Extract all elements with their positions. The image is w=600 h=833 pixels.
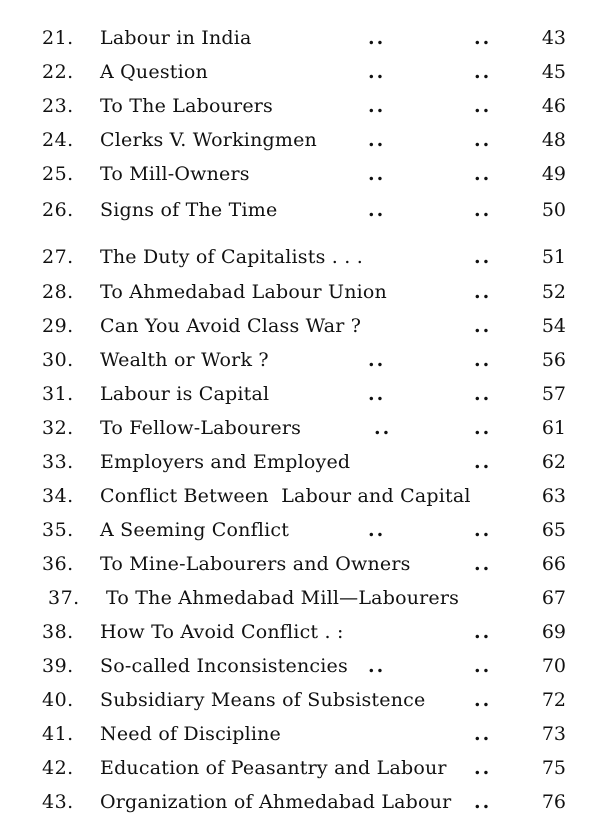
dot-leader xyxy=(0,194,600,226)
leader-dots: .. xyxy=(474,383,492,405)
page-number: 61 xyxy=(541,417,566,439)
page-number: 52 xyxy=(541,281,566,303)
leader-dots: .. xyxy=(368,27,386,49)
dot-leader xyxy=(0,276,600,308)
dot-leader xyxy=(0,56,600,88)
toc-entry xyxy=(0,752,600,784)
dot-leader xyxy=(0,616,600,648)
chapter-title: Signs of The Time xyxy=(100,199,278,221)
chapter-title: To Mill-Owners xyxy=(100,163,250,185)
page-number: 51 xyxy=(541,246,566,268)
toc-entry xyxy=(0,616,600,648)
toc-entry xyxy=(0,548,600,580)
chapter-title: Labour in India xyxy=(100,27,252,49)
leader-dots: .. xyxy=(368,655,386,677)
page-number: 56 xyxy=(541,349,566,371)
leader-dots: .. xyxy=(474,757,492,779)
dot-leader xyxy=(0,446,600,478)
toc-entry xyxy=(0,650,600,682)
chapter-title: Need of Discipline xyxy=(100,723,282,745)
chapter-number: 24. xyxy=(42,129,74,151)
dot-leader xyxy=(0,684,600,716)
chapter-title: To Mine-Labourers and Owners xyxy=(100,553,411,575)
chapter-number: 36. xyxy=(42,553,74,575)
dot-leader xyxy=(0,310,600,342)
chapter-title: The Duty of Capitalists . . . xyxy=(100,246,363,268)
chapter-number: 30. xyxy=(42,349,74,371)
page-number: 45 xyxy=(541,61,566,83)
chapter-number: 41. xyxy=(42,723,74,745)
chapter-title: Organization of Ahmedabad Labour xyxy=(100,791,452,813)
dot-leader xyxy=(0,752,600,784)
leader-dots: .. xyxy=(368,95,386,117)
leader-dots: .. xyxy=(474,417,492,439)
dot-leader xyxy=(0,786,600,818)
leader-dots: .. xyxy=(368,129,386,151)
leader-dots: .. xyxy=(474,315,492,337)
chapter-number: 39. xyxy=(42,655,74,677)
toc-entry xyxy=(0,412,600,444)
page-number: 70 xyxy=(541,655,566,677)
toc-entry xyxy=(0,378,600,410)
page-number: 65 xyxy=(541,519,566,541)
leader-dots: .. xyxy=(474,451,492,473)
toc-entry xyxy=(0,344,600,376)
toc-entry xyxy=(0,158,600,190)
dot-leader xyxy=(0,344,600,376)
chapter-number: 25. xyxy=(42,163,74,185)
leader-dots: .. xyxy=(474,61,492,83)
chapter-title: Labour is Capital xyxy=(100,383,270,405)
page-number: 72 xyxy=(541,689,566,711)
page-number: 66 xyxy=(541,553,566,575)
page-number: 54 xyxy=(541,315,566,337)
leader-dots: .. xyxy=(474,129,492,151)
chapter-number: 21. xyxy=(42,27,74,49)
page-number: 69 xyxy=(541,621,566,643)
chapter-title: To The Ahmedabad Mill—Labourers xyxy=(106,587,460,609)
toc-entry xyxy=(0,22,600,54)
chapter-title: To Ahmedabad Labour Union xyxy=(100,281,387,303)
leader-dots: .. xyxy=(474,199,492,221)
chapter-number: 22. xyxy=(42,61,74,83)
chapter-title: Clerks V. Workingmen xyxy=(100,129,317,151)
chapter-number: 28. xyxy=(42,281,74,303)
leader-dots: .. xyxy=(368,519,386,541)
dot-leader xyxy=(0,412,600,444)
page-number: 75 xyxy=(541,757,566,779)
leader-dots: .. xyxy=(368,349,386,371)
page-number: 67 xyxy=(541,587,566,609)
toc-entry xyxy=(0,276,600,308)
chapter-number: 31. xyxy=(42,383,74,405)
chapter-title: Conflict Between Labour and Capital xyxy=(100,485,471,507)
chapter-title: Wealth or Work ? xyxy=(100,349,269,371)
chapter-number: 34. xyxy=(42,485,74,507)
leader-dots: .. xyxy=(368,163,386,185)
page-number: 63 xyxy=(541,485,566,507)
leader-dots: .. xyxy=(474,95,492,117)
leader-dots: .. xyxy=(474,689,492,711)
chapter-number: 26. xyxy=(42,199,74,221)
page-number: 46 xyxy=(541,95,566,117)
dot-leader xyxy=(0,650,600,682)
leader-dots: .. xyxy=(374,417,392,439)
toc-entry xyxy=(0,684,600,716)
leader-dots: .. xyxy=(368,199,386,221)
chapter-number: 37. xyxy=(48,587,80,609)
page-number: 62 xyxy=(541,451,566,473)
chapter-title: A Question xyxy=(100,61,208,83)
toc-entry xyxy=(0,514,600,546)
chapter-title: Employers and Employed xyxy=(100,451,351,473)
chapter-title: Subsidiary Means of Subsistence xyxy=(100,689,426,711)
toc-entry xyxy=(0,480,600,512)
chapter-title: Can You Avoid Class War ? xyxy=(100,315,362,337)
chapter-title: To The Labourers xyxy=(100,95,274,117)
toc-entry xyxy=(0,56,600,88)
leader-dots: .. xyxy=(474,791,492,813)
dot-leader xyxy=(0,22,600,54)
chapter-number: 43. xyxy=(42,791,74,813)
dot-leader xyxy=(0,514,600,546)
leader-dots: .. xyxy=(474,519,492,541)
leader-dots: .. xyxy=(474,349,492,371)
leader-dots: .. xyxy=(474,621,492,643)
page-number: 43 xyxy=(541,27,566,49)
chapter-number: 32. xyxy=(42,417,74,439)
dot-leader xyxy=(0,718,600,750)
chapter-number: 38. xyxy=(42,621,74,643)
dot-leader xyxy=(0,378,600,410)
page-number: 48 xyxy=(541,129,566,151)
leader-dots: .. xyxy=(474,281,492,303)
toc-entry xyxy=(0,310,600,342)
toc-entry xyxy=(0,582,600,614)
chapter-title: So-called Inconsistencies xyxy=(100,655,348,677)
leader-dots: .. xyxy=(368,383,386,405)
chapter-number: 27. xyxy=(42,246,74,268)
toc-entry xyxy=(0,124,600,156)
leader-dots: .. xyxy=(474,27,492,49)
toc-entry xyxy=(0,446,600,478)
toc-entry xyxy=(0,241,600,273)
dot-leader xyxy=(0,241,600,273)
page-number: 73 xyxy=(541,723,566,745)
chapter-title: Education of Peasantry and Labour xyxy=(100,757,447,779)
chapter-number: 33. xyxy=(42,451,74,473)
page-number: 57 xyxy=(541,383,566,405)
page-number: 76 xyxy=(541,791,566,813)
leader-dots: .. xyxy=(474,723,492,745)
chapter-number: 29. xyxy=(42,315,74,337)
dot-leader xyxy=(0,548,600,580)
chapter-number: 40. xyxy=(42,689,74,711)
dot-leader xyxy=(0,90,600,122)
chapter-title: A Seeming Conflict xyxy=(100,519,290,541)
leader-dots: .. xyxy=(474,246,492,268)
leader-dots: .. xyxy=(474,553,492,575)
chapter-title: To Fellow-Labourers xyxy=(100,417,302,439)
toc-entry xyxy=(0,90,600,122)
toc-entry xyxy=(0,786,600,818)
chapter-title: How To Avoid Conflict . : xyxy=(100,621,344,643)
chapter-number: 35. xyxy=(42,519,74,541)
dot-leader xyxy=(0,158,600,190)
dot-leader xyxy=(0,124,600,156)
leader-dots: .. xyxy=(368,61,386,83)
leader-dots: .. xyxy=(474,163,492,185)
page-number: 49 xyxy=(541,163,566,185)
leader-dots: .. xyxy=(474,655,492,677)
page-number: 50 xyxy=(541,199,566,221)
toc-entry xyxy=(0,718,600,750)
chapter-number: 42. xyxy=(42,757,74,779)
chapter-number: 23. xyxy=(42,95,74,117)
toc-entry xyxy=(0,194,600,226)
